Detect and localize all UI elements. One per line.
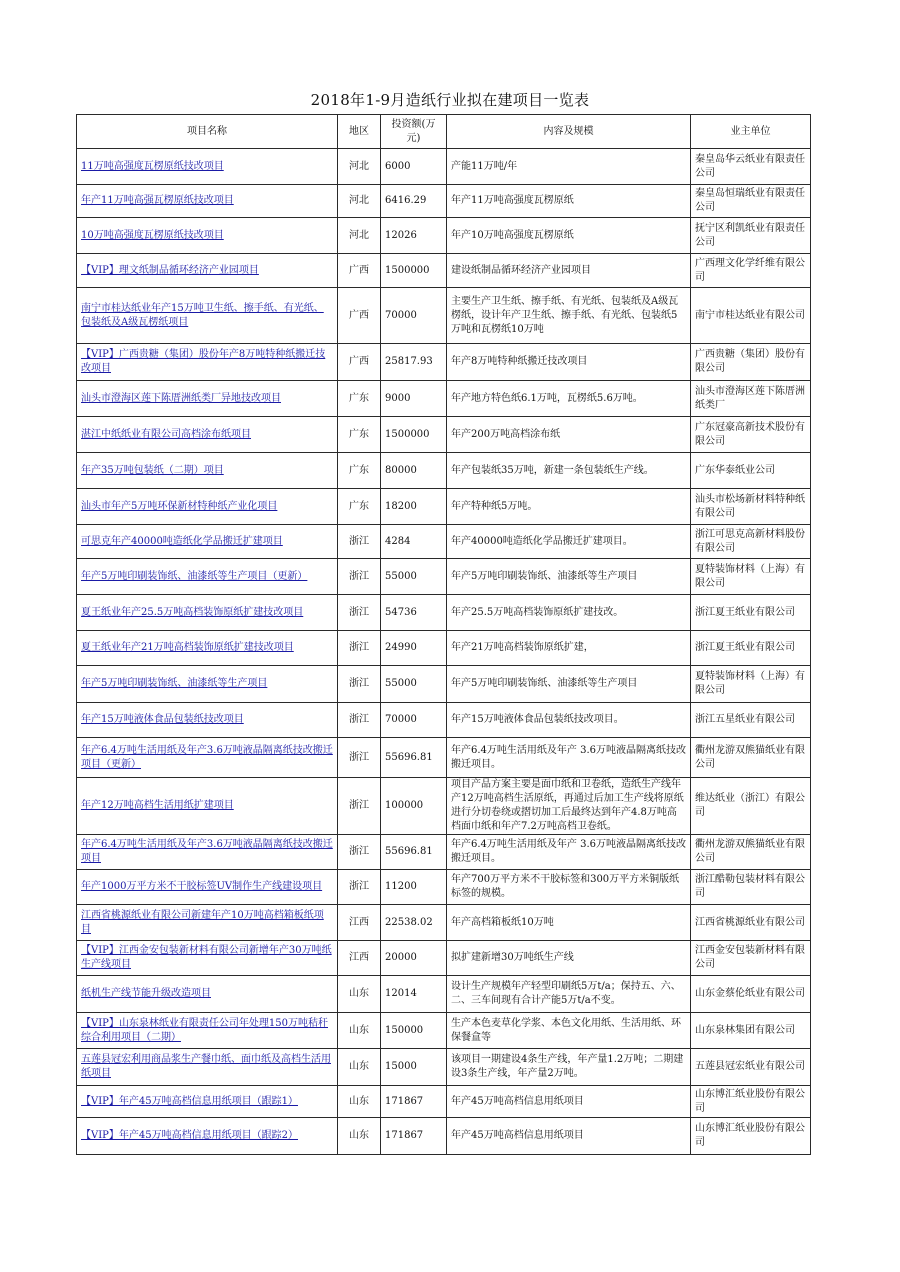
project-name-cell xyxy=(77,417,338,453)
content-cell: 生产本色麦草化学浆、本色文化用纸、生活用纸、环保餐盒等 xyxy=(447,1013,691,1049)
owner-cell: 浙江五星纸业有限公司 xyxy=(691,703,811,738)
region-cell: 浙江 xyxy=(338,778,381,835)
region-cell: 河北 xyxy=(338,185,381,218)
content-cell: 年产包装纸35万吨，新建一条包装纸生产线。 xyxy=(447,453,691,489)
table-row xyxy=(77,288,811,344)
table-row xyxy=(77,941,811,976)
region-cell: 广东 xyxy=(338,489,381,525)
project-link[interactable]: 江西省桃源纸业有限公司新建年产10万吨高档箱板纸项目 xyxy=(81,909,324,935)
project-link[interactable]: 【VIP】年产45万吨高档信息用纸项目（跟踪2） xyxy=(81,1130,298,1141)
project-link[interactable]: 【VIP】广西贵糖（集团）股份年产8万吨特种纸搬迁技改项目 xyxy=(81,349,326,374)
amount-cell: 11200 xyxy=(381,870,447,905)
table-row xyxy=(77,835,811,870)
content-cell: 建设纸制品循环经济产业园项目 xyxy=(447,254,691,288)
amount-cell: 1500000 xyxy=(381,254,447,288)
owner-cell: 汕头市澄海区莲下陈厝洲纸类厂 xyxy=(691,381,811,417)
project-link[interactable]: 湛江中纸纸业有限公司高档涂布纸项目 xyxy=(81,428,251,440)
table-body xyxy=(77,149,811,1155)
project-link[interactable]: 【VIP】江西金安包装新材料有限公司新增年产30万吨纸生产线项目 xyxy=(81,945,332,970)
amount-cell: 171867 xyxy=(381,1118,447,1155)
region-cell: 江西 xyxy=(338,941,381,976)
amount-cell: 22538.02 xyxy=(381,905,447,941)
content-cell: 年产200万吨高档涂布纸 xyxy=(447,417,691,453)
project-name-cell xyxy=(77,344,338,381)
content-cell: 年产10万吨高强度瓦楞原纸 xyxy=(447,218,691,254)
content-cell: 该项目一期建设4条生产线，年产量1.2万吨；二期建设3条生产线，年产量2万吨。 xyxy=(447,1049,691,1086)
project-name-cell xyxy=(77,1118,338,1155)
owner-cell: 浙江酷勒包装材料有限公司 xyxy=(691,870,811,905)
amount-cell: 12014 xyxy=(381,976,447,1013)
project-name-cell xyxy=(77,595,338,631)
project-name-cell xyxy=(77,631,338,666)
project-name-cell xyxy=(77,703,338,738)
table-row xyxy=(77,631,811,666)
content-cell: 主要生产卫生纸、擦手纸、有光纸、包装纸及A级瓦楞纸，设计年产卫生纸、擦手纸、有光纸、包装纸5万吨和瓦楞纸10万吨 xyxy=(447,288,691,344)
amount-cell: 1500000 xyxy=(381,417,447,453)
owner-cell: 山东博汇纸业股份有限公司 xyxy=(691,1118,811,1155)
project-link[interactable]: 【VIP】年产45万吨高档信息用纸项目（跟踪1） xyxy=(81,1095,298,1107)
region-cell: 浙江 xyxy=(338,525,381,559)
owner-cell: 浙江夏王纸业有限公司 xyxy=(691,631,811,666)
project-name-cell xyxy=(77,525,338,559)
region-cell: 浙江 xyxy=(338,595,381,631)
project-name-cell xyxy=(77,738,338,778)
region-cell: 江西 xyxy=(338,905,381,941)
project-link[interactable]: 夏王纸业年产21万吨高档装饰原纸扩建技改项目 xyxy=(81,642,294,653)
project-name-cell xyxy=(77,489,338,525)
content-cell: 年产11万吨高强度瓦楞原纸 xyxy=(447,185,691,218)
table-row xyxy=(77,381,811,417)
region-cell: 浙江 xyxy=(338,703,381,738)
content-cell: 设计生产规模年产轻型印刷纸5万t/a；保持五、六、二、三车间现有合计产能5万t/a不变。 xyxy=(447,976,691,1013)
header-content: 内容及规模 xyxy=(447,115,691,149)
project-name-cell xyxy=(77,905,338,941)
owner-cell: 衢州龙游双熊猫纸业有限公司 xyxy=(691,738,811,778)
content-cell: 年产地方特色纸6.1万吨，瓦楞纸5.6万吨。 xyxy=(447,381,691,417)
header-owner: 业主单位 xyxy=(691,115,811,149)
amount-cell: 55000 xyxy=(381,666,447,703)
project-name-cell xyxy=(77,976,338,1013)
project-name-cell xyxy=(77,254,338,288)
owner-cell: 广东冠豪高新技术股份有限公司 xyxy=(691,417,811,453)
project-link[interactable]: 年产1000万平方米不干胶标签UV制作生产线建设项目 xyxy=(81,881,323,892)
project-name-cell xyxy=(77,1013,338,1049)
project-link[interactable]: 年产35万吨包装纸（二期）项目 xyxy=(81,464,224,476)
amount-cell: 70000 xyxy=(381,288,447,344)
table-row xyxy=(77,905,811,941)
table-row xyxy=(77,778,811,835)
table-row xyxy=(77,149,811,185)
amount-cell: 6416.29 xyxy=(381,185,447,218)
content-cell: 产能11万吨/年 xyxy=(447,149,691,185)
content-cell: 年产700万平方米不干胶标签和300万平方米铜版纸标签的规模。 xyxy=(447,870,691,905)
amount-cell: 55696.81 xyxy=(381,738,447,778)
region-cell: 广西 xyxy=(338,344,381,381)
project-link[interactable]: 【VIP】山东泉林纸业有限责任公司年处理150万吨秸秆综合利用项目（二期） xyxy=(81,1017,328,1043)
region-cell: 浙江 xyxy=(338,835,381,870)
table-row xyxy=(77,185,811,218)
content-cell: 年产6.4万吨生活用纸及年产 3.6万吨液晶隔离纸技改搬迁项目。 xyxy=(447,738,691,778)
owner-cell: 浙江可思克高新材料股份有限公司 xyxy=(691,525,811,559)
content-cell: 年产40000吨造纸化学品搬迁扩建项目。 xyxy=(447,525,691,559)
project-link[interactable]: 夏王纸业年产25.5万吨高档装饰原纸扩建技改项目 xyxy=(81,606,304,618)
owner-cell: 浙江夏王纸业有限公司 xyxy=(691,595,811,631)
amount-cell: 80000 xyxy=(381,453,447,489)
region-cell: 广东 xyxy=(338,417,381,453)
table-row xyxy=(77,254,811,288)
content-cell: 年产15万吨液体食品包装纸技改项目。 xyxy=(447,703,691,738)
amount-cell: 171867 xyxy=(381,1086,447,1118)
owner-cell: 江西金安包装新材料有限公司 xyxy=(691,941,811,976)
amount-cell: 70000 xyxy=(381,703,447,738)
project-link[interactable]: 年产5万吨印刷装饰纸、油漆纸等生产项目 xyxy=(81,678,268,689)
content-cell: 年产25.5万吨高档装饰原纸扩建技改。 xyxy=(447,595,691,631)
table-row xyxy=(77,1013,811,1049)
region-cell: 河北 xyxy=(338,218,381,254)
owner-cell: 山东博汇纸业股份有限公司 xyxy=(691,1086,811,1118)
project-name-cell xyxy=(77,835,338,870)
project-link[interactable]: 10万吨高强度瓦楞原纸技改项目 xyxy=(81,229,224,241)
content-cell: 年产6.4万吨生活用纸及年产 3.6万吨液晶隔离纸技改搬迁项目。 xyxy=(447,835,691,870)
table-row xyxy=(77,1086,811,1118)
amount-cell: 100000 xyxy=(381,778,447,835)
project-link[interactable]: 年产11万吨高强瓦楞原纸技改项目 xyxy=(81,195,234,206)
project-link[interactable]: 汕头市澄海区莲下陈厝洲纸类厂异地技改项目 xyxy=(81,392,281,404)
table-row xyxy=(77,703,811,738)
project-name-cell xyxy=(77,381,338,417)
project-link[interactable]: 汕头市年产5万吨环保新材特种纸产业化项目 xyxy=(81,500,278,512)
project-link[interactable]: 年产5万吨印刷装饰纸、油漆纸等生产项目（更新） xyxy=(81,570,308,582)
amount-cell: 15000 xyxy=(381,1049,447,1086)
table-row xyxy=(77,559,811,595)
amount-cell: 55000 xyxy=(381,559,447,595)
table-row xyxy=(77,1118,811,1155)
region-cell: 山东 xyxy=(338,1086,381,1118)
owner-cell: 夏特装饰材料（上海）有限公司 xyxy=(691,559,811,595)
region-cell: 广东 xyxy=(338,453,381,489)
owner-cell: 山东金蔡伦纸业有限公司 xyxy=(691,976,811,1013)
amount-cell: 55696.81 xyxy=(381,835,447,870)
region-cell: 山东 xyxy=(338,1013,381,1049)
table-row xyxy=(77,525,811,559)
project-name-cell xyxy=(77,870,338,905)
project-name-cell xyxy=(77,1086,338,1118)
content-cell: 年产特种纸5万吨。 xyxy=(447,489,691,525)
content-cell: 项目产品方案主要是面巾纸和卫卷纸，造纸生产线年产12万吨高档生活原纸，再通过后加工生产线将原纸进行分切卷绕或摺切加工后最终达到年产4.8万吨高档面巾纸和年产7.2万吨高档卫卷纸。 xyxy=(447,778,691,835)
owner-cell: 汕头市松场新材料特种纸有限公司 xyxy=(691,489,811,525)
amount-cell: 9000 xyxy=(381,381,447,417)
project-link[interactable]: 年产15万吨液体食品包装纸技改项目 xyxy=(81,714,244,725)
region-cell: 浙江 xyxy=(338,631,381,666)
content-cell: 年产21万吨高档装饰原纸扩建， xyxy=(447,631,691,666)
amount-cell: 24990 xyxy=(381,631,447,666)
amount-cell: 25817.93 xyxy=(381,344,447,381)
table-row xyxy=(77,976,811,1013)
table-row xyxy=(77,417,811,453)
owner-cell: 秦皇岛华云纸业有限责任公司 xyxy=(691,149,811,185)
owner-cell: 衢州龙游双熊猫纸业有限公司 xyxy=(691,835,811,870)
project-link[interactable]: 纸机生产线节能升级改造项目 xyxy=(81,988,211,999)
project-name-cell xyxy=(77,941,338,976)
region-cell: 广西 xyxy=(338,288,381,344)
owner-cell: 秦皇岛恒瑞纸业有限责任公司 xyxy=(691,185,811,218)
project-link[interactable]: 11万吨高强度瓦楞原纸技改项目 xyxy=(81,160,224,172)
amount-cell: 4284 xyxy=(381,525,447,559)
header-region: 地区 xyxy=(338,115,381,149)
project-name-cell xyxy=(77,1049,338,1086)
owner-cell: 广西贵糖（集团）股份有限公司 xyxy=(691,344,811,381)
table-row xyxy=(77,1049,811,1086)
project-name-cell xyxy=(77,218,338,254)
owner-cell: 广西理文化学纤维有限公司 xyxy=(691,254,811,288)
table-row xyxy=(77,870,811,905)
amount-cell: 18200 xyxy=(381,489,447,525)
project-link[interactable]: 南宁市桂达纸业年产15万吨卫生纸、擦手纸、有光纸、包装纸及A级瓦楞纸项目 xyxy=(81,302,324,328)
project-name-cell xyxy=(77,666,338,703)
owner-cell: 维达纸业（浙江）有限公司 xyxy=(691,778,811,835)
table-row xyxy=(77,738,811,778)
amount-cell: 150000 xyxy=(381,1013,447,1049)
owner-cell: 抚宁区利凯纸业有限责任公司 xyxy=(691,218,811,254)
region-cell: 广西 xyxy=(338,254,381,288)
table-row xyxy=(77,595,811,631)
owner-cell: 南宁市桂达纸业有限公司 xyxy=(691,288,811,344)
content-cell: 年产5万吨印刷装饰纸、油漆纸等生产项目 xyxy=(447,666,691,703)
content-cell: 年产5万吨印刷装饰纸、油漆纸等生产项目 xyxy=(447,559,691,595)
content-cell: 年产8万吨特种纸搬迁技改项目 xyxy=(447,344,691,381)
project-name-cell xyxy=(77,149,338,185)
header-amount: 投资额(万元) xyxy=(381,115,447,149)
content-cell: 年产高档箱板纸10万吨 xyxy=(447,905,691,941)
project-name-cell xyxy=(77,453,338,489)
region-cell: 浙江 xyxy=(338,738,381,778)
table-row xyxy=(77,666,811,703)
owner-cell: 广东华泰纸业公司 xyxy=(691,453,811,489)
project-link[interactable]: 年产12万吨高档生活用纸扩建项目 xyxy=(81,800,234,811)
region-cell: 浙江 xyxy=(338,559,381,595)
region-cell: 山东 xyxy=(338,1049,381,1086)
amount-cell: 20000 xyxy=(381,941,447,976)
header-name: 项目名称 xyxy=(77,115,338,149)
region-cell: 浙江 xyxy=(338,666,381,703)
amount-cell: 12026 xyxy=(381,218,447,254)
owner-cell: 夏特装饰材料（上海）有限公司 xyxy=(691,666,811,703)
region-cell: 浙江 xyxy=(338,870,381,905)
page-title: 2018年1-9月造纸行业拟在建项目一览表 xyxy=(310,91,590,109)
amount-cell: 54736 xyxy=(381,595,447,631)
project-name-cell xyxy=(77,288,338,344)
project-link[interactable]: 【VIP】理文纸制品循环经济产业园项目 xyxy=(81,264,259,276)
table-row xyxy=(77,453,811,489)
project-name-cell xyxy=(77,185,338,218)
table-row xyxy=(77,489,811,525)
region-cell: 山东 xyxy=(338,976,381,1013)
project-link[interactable]: 年产6.4万吨生活用纸及年产3.6万吨液晶隔离纸技改搬迁项目（更新） xyxy=(81,744,333,770)
project-name-cell xyxy=(77,778,338,835)
owner-cell: 五莲县冠宏纸业有限公司 xyxy=(691,1049,811,1086)
region-cell: 河北 xyxy=(338,149,381,185)
table-row xyxy=(77,344,811,381)
project-link[interactable]: 五莲县冠宏利用商品浆生产餐巾纸、面巾纸及高档生活用纸项目 xyxy=(81,1054,331,1079)
project-link[interactable]: 可思克年产40000吨造纸化学品搬迁扩建项目 xyxy=(81,535,283,547)
owner-cell: 山东泉林集团有限公司 xyxy=(691,1013,811,1049)
project-name-cell xyxy=(77,559,338,595)
content-cell: 拟扩建新增30万吨纸生产线 xyxy=(447,941,691,976)
region-cell: 山东 xyxy=(338,1118,381,1155)
content-cell: 年产45万吨高档信息用纸项目 xyxy=(447,1086,691,1118)
table-row xyxy=(77,218,811,254)
content-cell: 年产45万吨高档信息用纸项目 xyxy=(447,1118,691,1155)
project-link[interactable]: 年产6.4万吨生活用纸及年产3.6万吨液晶隔离纸技改搬迁项目 xyxy=(81,839,333,864)
project-table xyxy=(76,114,811,1155)
region-cell: 广东 xyxy=(338,381,381,417)
amount-cell: 6000 xyxy=(381,149,447,185)
owner-cell: 江西省桃源纸业有限公司 xyxy=(691,905,811,941)
table-header-row xyxy=(77,115,811,149)
